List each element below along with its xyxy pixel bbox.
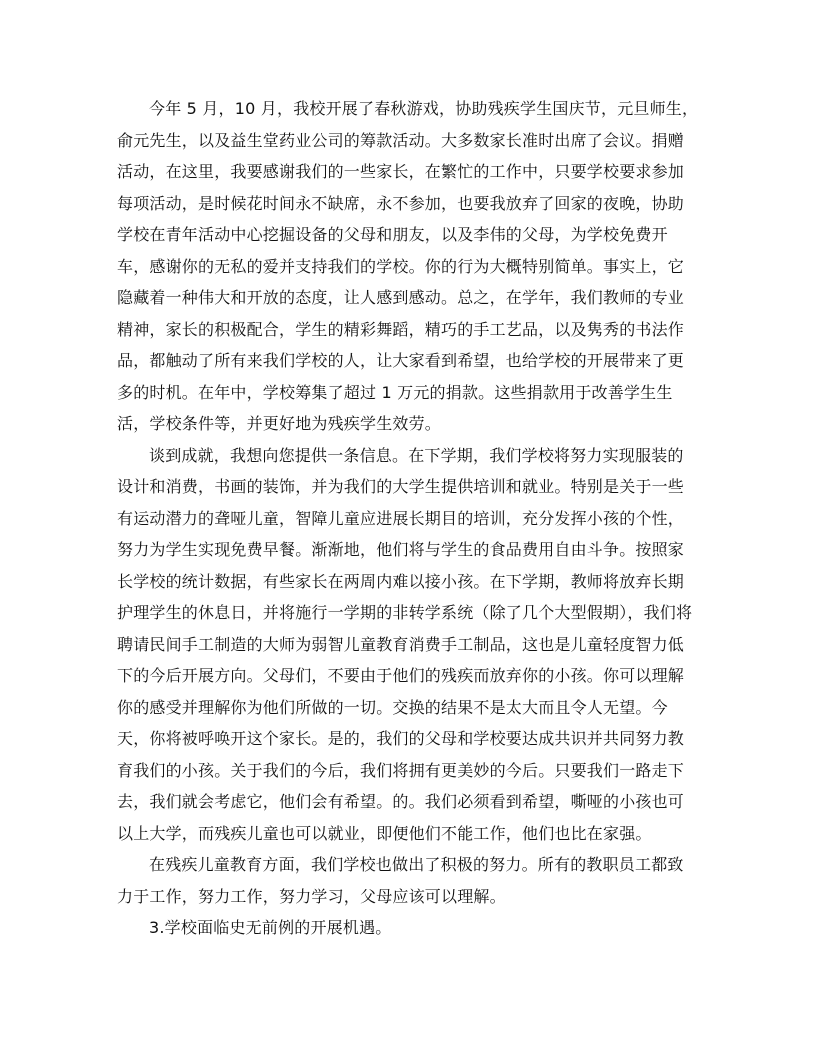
paragraph-fundraising: 今年 5 月，10 月，我校开展了春秋游戏，协助残疾学生国庆节，元旦师生，俞元先生，以及益生堂药业公司的筹款活动。大多数家长准时出席了会议。捐赠活动，在这里，我要感谢我们的一些家长，在繁忙的工作中，只要学校要求参加每项活动，是时候花时间永不缺席，永不参加，也要我放弃了回家的夜晚，协助学校在青年活动中心挖掘设备的父母和朋友，以及李伟的父母，为学校免费开车，感谢你的无私的爱并支持我们的学校。你的行为大概特别简单。事实上，它隐藏着一种伟大和开放的态度，让人感到感动。总之，在学年，我们教师的专业精神，家长的积极配合，学生的精彩舞蹈，精巧的手工艺品，以及隽秀的书法作品，都触动了所有来我们学校的人，让大家看到希望，也给学校的开展带来了更多的时机。在年中，学校筹集了超过 1 万元的捐款。这些捐款用于改善学生生活，学校条件等，并更好地为残疾学生效劳。	[117, 99, 699, 433]
paragraph-opportunity-heading: 3.学校面临史无前例的开展机遇。	[149, 918, 392, 937]
document-body	[117, 93, 699, 944]
paragraph-education-efforts: 在残疾儿童教育方面，我们学校也做出了积极的努力。所有的教职员工都致力于工作，努力工作，努力学习，父母应该可以理解。	[117, 855, 684, 906]
paragraph-achievements: 谈到成就，我想向您提供一条信息。在下学期，我们学校将努力实现服装的设计和消费，书画的装饰，并为我们的大学生提供培训和就业。特别是关于一些有运动潜力的聋哑儿童，智障儿童应进展长期目的培训，充分发挥小孩的个性，努力为学生实现免费早餐。渐渐地，他们将与学生的食品费用自由斗争。按照家长学校的统计数据，有些家长在两周内难以接小孩。在下学期，教师将放弃长期护理学生的休息日，并将施行一学期的非转学系统（除了几个大型假期），我们将聘请民间手工制造的大师为弱智儿童教育消费手工制品，这也是儿童轻度智力低下的今后开展方向。父母们，不要由于他们的残疾而放弃你的小孩。你可以理解你的感受并理解你为他们所做的一切。交换的结果不是太大而且令人无望。今天，你将被呼唤开这个家长。是的，我们的父母和学校要达成共识并共同努力教育我们的小孩。关于我们的今后，我们将拥有更美妙的今后。只要我们一路走下去，我们就会考虑它，他们会有希望。的。我们必须看到希望，嘶哑的小孩也可以上大学，而残疾儿童也可以就业，即便他们不能工作，他们也比在家强。	[117, 445, 693, 843]
